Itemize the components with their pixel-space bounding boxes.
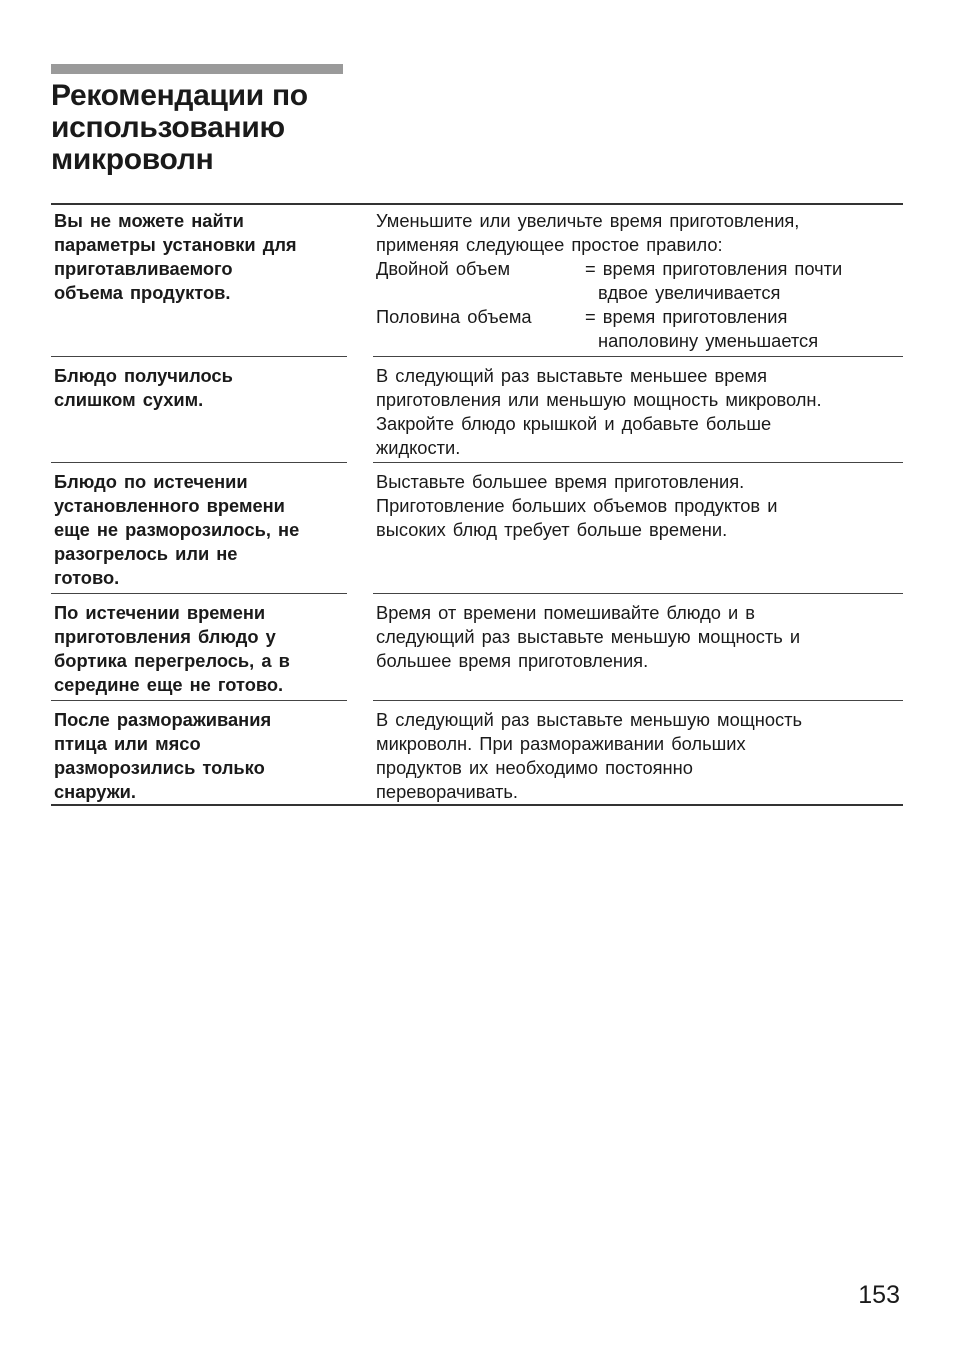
rule-label: Двойной объем (376, 258, 511, 279)
problem-text: После размораживания птица или мясо разморозились только снаружи. (54, 709, 272, 802)
problem-text: По истечении времени приготовления блюдо у бортика перегрелось, а в середине еще не готово. (54, 602, 290, 695)
title-line: микроволн (51, 143, 214, 176)
title-line: использованию (51, 111, 285, 144)
row-divider (51, 462, 347, 463)
problem-text: Блюдо по истечении установленного времени еще не разморозилось, не разогрелось или не готово. (54, 471, 300, 588)
problem-text: Вы не можете найти параметры установки для приготавливаемого объема продуктов. (54, 210, 297, 303)
table-row (51, 466, 903, 594)
rule-label: Половина объема (376, 306, 532, 327)
row-divider (373, 700, 903, 701)
row-divider (51, 700, 347, 701)
table-row (51, 360, 903, 464)
row-divider (51, 593, 347, 594)
page-title (51, 80, 381, 176)
title-line: Рекомендации по (51, 79, 308, 112)
section-header-bar (51, 64, 343, 74)
row-divider (373, 593, 903, 594)
rule-value: = время приготовления наполовину уменьшается (585, 306, 819, 351)
row-divider (51, 356, 347, 357)
solution-text: Уменьшите или увеличьте время приготовления, применяя следующее простое правило: Двойной объем = время приготовления почти вдвое увеличивается Половина объема = время приготовления наполовину уменьшается (376, 209, 903, 353)
table-row (51, 704, 903, 804)
solution-text: Время от времени помешивайте блюдо и в следующий раз выставьте меньшую мощность и большее время приготовления. (376, 602, 801, 671)
page-number: 153 (858, 1281, 900, 1309)
problem-text: Блюдо получилось слишком сухим. (54, 365, 233, 410)
table-row (51, 597, 903, 701)
row-divider (373, 356, 903, 357)
table-row (51, 205, 903, 357)
solution-text: В следующий раз выставьте меньшее время приготовления или меньшую мощность микроволн. Закройте блюдо крышкой и добавьте больше жидкости. (376, 365, 822, 458)
solution-text: Выставьте большее время приготовления. Приготовление больших объемов продуктов и высоких блюд требует больше времени. (376, 471, 778, 540)
rule-table (376, 257, 903, 353)
table-bottom-rule (51, 804, 903, 806)
row-divider (373, 462, 903, 463)
solution-text: В следующий раз выставьте меньшую мощность микроволн. При размораживании больших продуктов их необходимо постоянно переворачивать. (376, 709, 803, 802)
rule-value: = время приготовления почти вдвое увеличивается (585, 258, 843, 303)
